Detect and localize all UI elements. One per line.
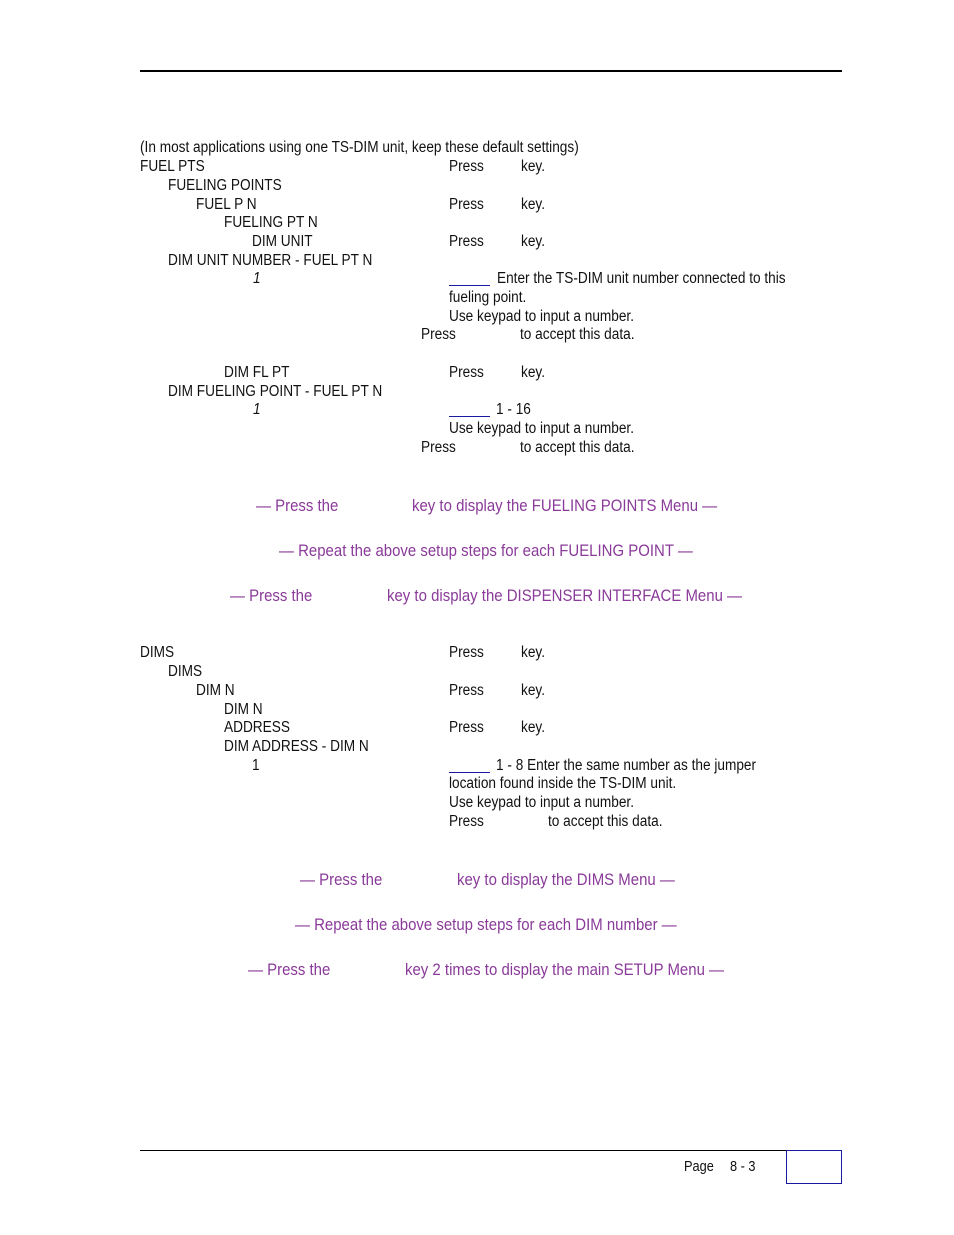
menu-fueling-points: FUELING POINTS: [168, 177, 282, 194]
input-blank: [449, 285, 490, 286]
display-dim-unit-number: DIM UNIT NUMBER - FUEL PT N: [168, 252, 373, 269]
nav-note: key to display the DIMS Menu —: [457, 870, 675, 889]
menu-dim-n: DIM N: [196, 682, 235, 699]
nav-note: — Press the: [300, 870, 383, 889]
press-text: Press: [449, 682, 484, 699]
nav-note: key to display the DISPENSER INTERFACE Menu —: [387, 586, 743, 605]
press-text: Press: [449, 644, 484, 661]
repeat-note: — Repeat the above setup steps for each FUELING POINT —: [279, 541, 693, 560]
page-label: Page: [684, 1159, 714, 1175]
menu-dim-unit: DIM UNIT: [252, 233, 313, 250]
instruction-text: Use keypad to input a number.: [449, 420, 635, 437]
key-text: key.: [521, 158, 546, 175]
press-text: Press: [449, 196, 484, 213]
menu-dims: DIMS: [168, 663, 203, 680]
input-blank: [449, 772, 490, 773]
key-text: key.: [521, 233, 546, 250]
display-dim-fueling-point: DIM FUELING POINT - FUEL PT N: [168, 383, 383, 400]
nav-note: key 2 times to display the main SETUP Menu —: [405, 960, 725, 979]
instruction-text: 1 - 8 Enter the same number as the jumper: [496, 757, 757, 774]
press-text: Press: [421, 326, 456, 343]
range-text: 1 - 16: [496, 401, 531, 418]
instruction-text: location found inside the TS-DIM unit.: [449, 775, 677, 792]
instruction-text: fueling point.: [449, 289, 527, 306]
default-value: 1: [253, 401, 261, 418]
menu-fuel-pts: FUEL PTS: [140, 158, 205, 175]
input-blank: [449, 416, 490, 417]
press-text: Press: [449, 813, 484, 830]
accept-text: to accept this data.: [520, 326, 635, 343]
key-text: key.: [521, 364, 546, 381]
instruction-text: Use keypad to input a number.: [449, 794, 635, 811]
default-value: 1: [252, 757, 260, 774]
menu-address: ADDRESS: [224, 719, 290, 736]
menu-dim-n: DIM N: [224, 701, 263, 718]
footer-rule: [140, 1150, 842, 1151]
nav-note: — Press the: [230, 586, 313, 605]
press-text: Press: [449, 233, 484, 250]
header-rule: [140, 70, 842, 72]
accept-text: to accept this data.: [520, 439, 635, 456]
menu-dims: DIMS: [140, 644, 175, 661]
press-text: Press: [449, 719, 484, 736]
press-text: Press: [421, 439, 456, 456]
menu-fuel-p-n: FUEL P N: [196, 196, 257, 213]
key-text: key.: [521, 196, 546, 213]
display-dim-address: DIM ADDRESS - DIM N: [224, 738, 369, 755]
default-value: 1: [253, 270, 261, 287]
menu-fueling-pt-n: FUELING PT N: [224, 214, 318, 231]
accept-text: to accept this data.: [548, 813, 663, 830]
key-text: key.: [521, 644, 546, 661]
intro-text: (In most applications using one TS-DIM unit, keep these default settings): [140, 139, 579, 156]
menu-dim-fl-pt: DIM FL PT: [224, 364, 290, 381]
key-text: key.: [521, 719, 546, 736]
press-text: Press: [449, 158, 484, 175]
nav-note: — Press the: [256, 496, 339, 515]
instruction-text: Enter the TS-DIM unit number connected to this: [497, 270, 786, 287]
press-text: Press: [449, 364, 484, 381]
nav-note: key to display the FUELING POINTS Menu —: [412, 496, 718, 515]
footer-box: [786, 1150, 842, 1184]
instruction-text: Use keypad to input a number.: [449, 308, 635, 325]
repeat-note: — Repeat the above setup steps for each DIM number —: [295, 915, 677, 934]
page-number: 8 - 3: [730, 1159, 756, 1175]
key-text: key.: [521, 682, 546, 699]
nav-note: — Press the: [248, 960, 331, 979]
